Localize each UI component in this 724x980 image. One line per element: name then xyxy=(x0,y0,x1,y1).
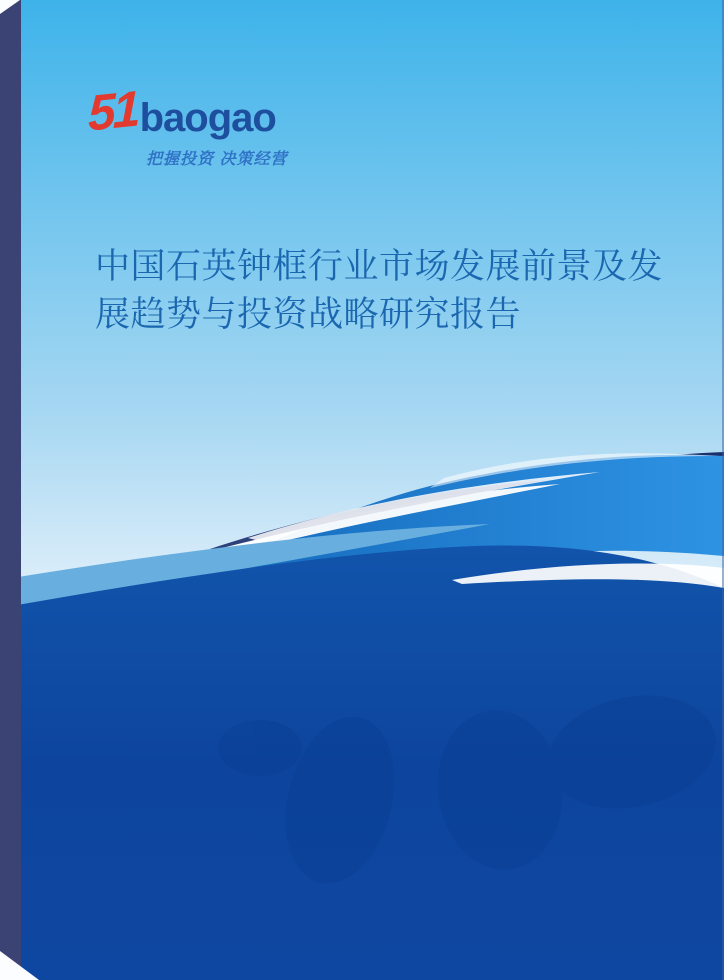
left-spine xyxy=(0,0,21,980)
title-line-2: 展趋势与投资战略研究报告 xyxy=(95,295,522,334)
report-title xyxy=(95,243,695,339)
logo-wordmark: baogao xyxy=(139,96,276,140)
brand-logo xyxy=(88,80,276,142)
logo-51-mark: 51 xyxy=(88,80,138,142)
brand-tagline: 把握投资 决策经营 xyxy=(146,151,288,168)
title-line-1: 中国石英钟框行业市场发展前景及发 xyxy=(95,247,664,286)
